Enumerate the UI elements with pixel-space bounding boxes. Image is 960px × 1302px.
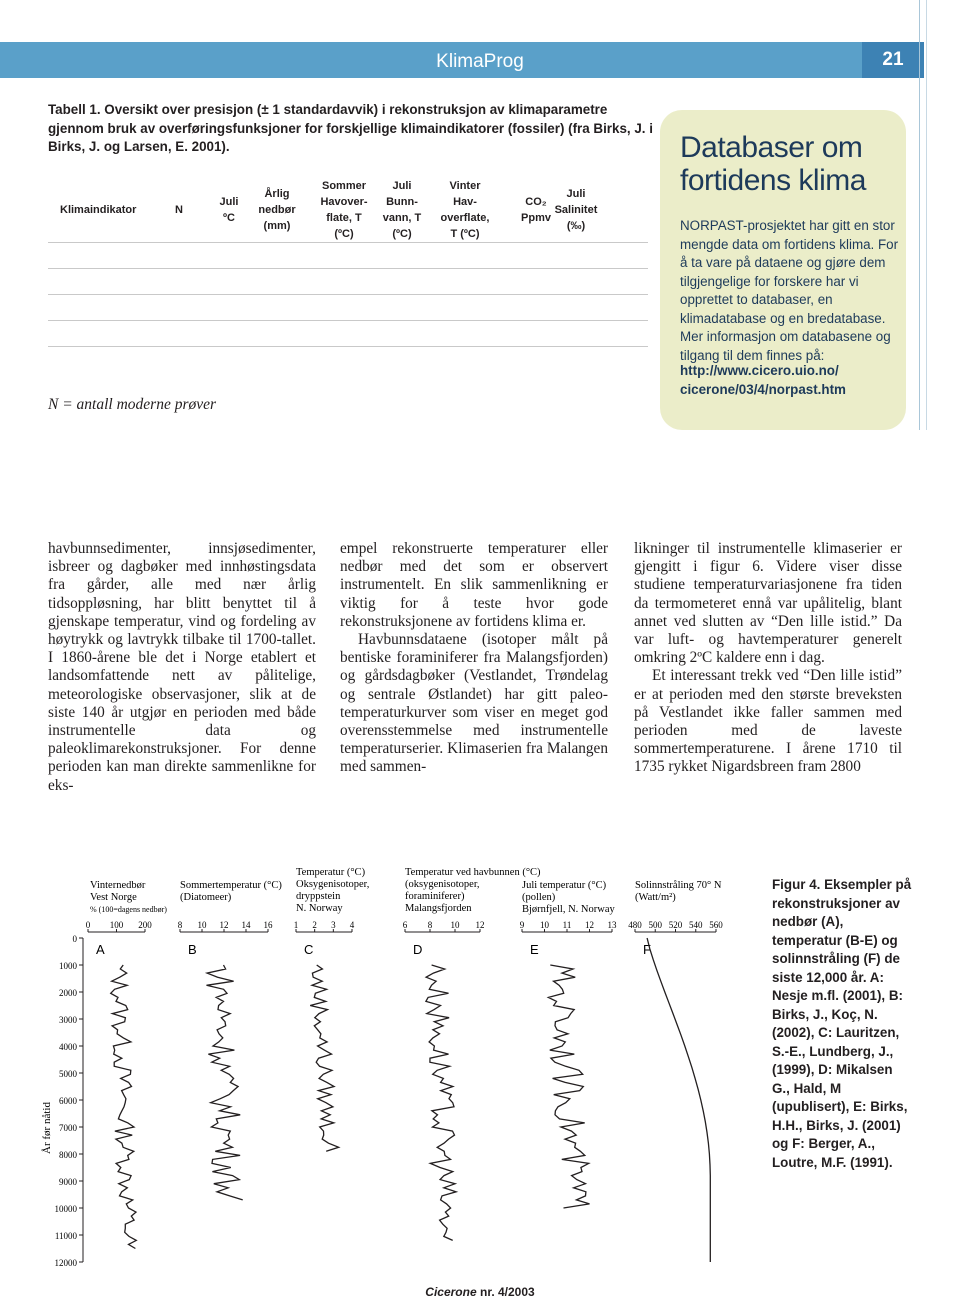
table-header: Årlig — [264, 188, 290, 200]
panel-curve — [647, 938, 710, 1262]
table-header: Klimaindikator — [60, 204, 137, 216]
panel-curve — [207, 965, 243, 1200]
panel-title: Oksygenisotoper, — [296, 879, 370, 890]
table-header: (mm) — [263, 220, 291, 232]
x-tick-label: 4 — [349, 920, 355, 930]
table-header: (ºC) — [392, 228, 412, 240]
panel-curve — [310, 965, 339, 1151]
y-tick-label: 1000 — [59, 961, 77, 971]
table-rule — [48, 346, 648, 347]
panel-title: Malangsfjorden — [405, 903, 472, 914]
x-tick-label: 560 — [709, 920, 723, 930]
article-column-1: havbunnsedimenter, innsjøsedimenter, isbreer og dagbøker med innhøstingsdata fra gårder, alle med nær årlig tidsoppløsning, har blitt benyttet til å gjenskape temperatur, vind og fordeling av høytrykk og lavtrykk tilbake til 1700-tallet. I 1860-årene ble det i Norge etablert et landsomfattende nett av pålitelige, meteorologiske observasjoner, slik at de siste 140 år utgjør en perioden med både instrumentelle data og paleoklimarekonstruksjoner. For denne perioden kan man direkte sammenlikne for eks- — [48, 540, 316, 794]
table-header: ºC — [223, 212, 235, 224]
info-link[interactable]: http://www.cicero.uio.no/ — [680, 363, 839, 378]
table-header: Ppmv — [521, 212, 551, 224]
y-tick-label: 0 — [72, 934, 77, 944]
x-tick-label: 14 — [241, 920, 251, 930]
table-header: Sommer — [321, 180, 367, 192]
panel-title: % (100=dagens nedbør) — [90, 905, 167, 914]
x-tick-label: 9 — [519, 920, 525, 930]
table-rule — [48, 268, 648, 269]
x-tick-label: 1 — [293, 920, 299, 930]
footer: Cicerone nr. 4/2003 — [425, 1285, 535, 1299]
x-tick-label: 12 — [475, 920, 485, 930]
margin-rule — [919, 0, 920, 430]
table-header: Salinitet — [554, 204, 598, 216]
x-tick-label: 6 — [402, 920, 408, 930]
panel-title: Vest Norge — [90, 892, 137, 903]
x-tick-label: 12 — [219, 920, 229, 930]
x-tick-label: 2 — [312, 920, 317, 930]
table-rule — [48, 320, 648, 321]
figure-caption: Figur 4. Eksempler på rekonstruksjoner av nedbør (A), temperatur (B-E) og solinnstråling (F) de siste 12,000 år. A: Nesje m.fl. (2001), B: Birks, J., Koç, N. (2002), C: Lauritzen, S.-E., Lundberg, J., (1999), D: Mikalsen G., Hald, M (upublisert), E: Birks, H.H., Birks, J. (2001) og F: Berger, A., Loutre, M.F. (1991). — [772, 877, 912, 1170]
panel-letter: C — [304, 942, 314, 957]
panel-title: Temperatur (°C) — [296, 867, 366, 878]
panel-title: Juli temperatur (°C) — [522, 880, 607, 891]
x-tick-label: 10 — [540, 920, 549, 930]
panel-letter: F — [643, 942, 651, 957]
table-header: Juli — [219, 196, 239, 208]
x-tick-label: 0 — [85, 920, 91, 930]
panel-title: dryppstein — [296, 891, 341, 902]
table-header: flate, T — [326, 212, 362, 224]
table-rule — [48, 242, 648, 243]
page-number: 21 — [862, 42, 924, 78]
x-tick-label: 10 — [197, 920, 207, 930]
margin-rule — [926, 0, 927, 430]
table-header: Juli — [566, 188, 586, 200]
x-tick-label: 520 — [668, 920, 683, 930]
table-header: Hav- — [453, 196, 477, 208]
panel-title: (Watt/m²) — [635, 892, 676, 903]
x-tick-label: 10 — [450, 920, 460, 930]
table-header: T (ºC) — [450, 228, 480, 240]
article-column-2: empel rekonstruerte temperaturer eller nedbør med det som er observert instrumentelt. En slik sammenlikning er viktig for å teste hvor gode rekonstruksjonene av fortidens klima er. Havbunnsdataene (isotoper målt på bentiske foraminiferer fra Malangsfjorden) og gårdsdagbøker (Vestlandet, Trøndelag og sentrale Østlandet) har gitt paleo-temperaturkurver som viser en meget god overensstemmelse med instrumentelle temperaturserier. Klimaserien fra Malangen med sammen- — [340, 540, 608, 776]
panel-title: (oksygenisotoper, — [405, 879, 480, 890]
panel-curve — [426, 965, 456, 1240]
table-header: Juli — [392, 180, 412, 192]
table-header: Havover- — [320, 196, 368, 208]
y-tick-label: 4000 — [59, 1042, 77, 1052]
info-box-title: Databaser om fortidens klima — [680, 131, 866, 197]
x-tick-label: 200 — [138, 920, 152, 930]
panel-title: Bjørnfjell, N. Norway — [522, 904, 615, 915]
y-tick-label: 12000 — [54, 1258, 77, 1268]
table-note: N = antall moderne prøver — [48, 396, 217, 413]
x-tick-label: 500 — [648, 920, 662, 930]
panel-title: (Diatomeer) — [180, 892, 232, 903]
y-tick-label: 5000 — [59, 1069, 77, 1079]
panel-letter: E — [530, 942, 539, 957]
running-title: KlimaProg — [436, 51, 524, 72]
x-tick-label: 8 — [177, 920, 183, 930]
table-header: vann, T — [382, 212, 422, 224]
x-tick-label: 12 — [585, 920, 594, 930]
panel-title: foraminiferer) — [405, 891, 465, 902]
panel-title: Solinnstråling 70° N — [635, 880, 722, 891]
table-header: nedbør — [258, 204, 296, 216]
y-tick-label: 2000 — [59, 988, 77, 998]
y-tick-label: 3000 — [59, 1015, 77, 1025]
panel-title: N. Norway — [296, 903, 343, 914]
panel-letter: B — [188, 942, 197, 957]
y-tick-label: 6000 — [59, 1096, 77, 1106]
x-tick-label: 11 — [562, 920, 572, 930]
x-tick-label: 16 — [263, 920, 273, 930]
table-header: N — [175, 204, 183, 216]
y-axis-label: År før nåtid — [41, 1102, 53, 1154]
article-column-3: likninger til instrumentelle klimaserier er gjengitt i figur 6. Videre viser disse studiene temperaturvariasjonene fra tiden da termometeret ennå var upålitelig, blant annet ved slutten av “Den lille istid.” Da var luft- og havtemperaturer generelt omkring 2ºC kaldere enn i dag. Et interessant trekk ved “Den lille istid” er at perioden med den største breveksten på Vestlandet ikke faller sammen med perioden med de laveste sommertemperaturene. I årene 1710 til 1735 rykket Nigardsbreen fram 2800 — [634, 540, 902, 776]
panel-letter: A — [96, 942, 105, 957]
table-caption: Tabell 1. Oversikt over presisjon (± 1 standardavvik) i rekonstruksjon av klimaparametre gjennom bruk av overføringsfunksjoner for forskjellige klimaindikatorer (fossiler) (fra Birks, J. i Birks, J. og Larsen, E. 2001). — [48, 102, 653, 154]
panel-title: (pollen) — [522, 892, 556, 903]
x-tick-label: 8 — [427, 920, 433, 930]
x-tick-label: 13 — [607, 920, 617, 930]
table-header: Bunn- — [386, 196, 418, 208]
table-header: Vinter — [449, 180, 481, 192]
x-tick-label: 480 — [628, 920, 642, 930]
y-tick-label: 7000 — [59, 1123, 77, 1133]
x-tick-label: 3 — [331, 920, 336, 930]
table-header: CO₂ — [525, 196, 547, 208]
table-header: overflate, — [440, 212, 490, 224]
table-header: (‰) — [566, 220, 586, 232]
panel-title: Vinternedbør — [90, 880, 146, 891]
y-tick-label: 10000 — [54, 1204, 77, 1214]
table-rule — [48, 294, 648, 295]
info-box-body: NORPAST-prosjektet har gitt en stor mengde data om fortidens klima. For å ta vare på dataene og gjøre dem tilgjengelige for forskere har vi opprettet to databaser, en klimadatabase og en bredatabase. Mer informasjon om databasene og tilgang til dem finnes på: — [680, 218, 899, 363]
y-tick-label: 11000 — [54, 1231, 77, 1241]
y-tick-label: 8000 — [59, 1150, 77, 1160]
proxy-figure — [40, 862, 740, 1272]
y-tick-label: 9000 — [59, 1177, 77, 1187]
panel-title: Temperatur ved havbunnen (°C) — [405, 867, 541, 878]
x-tick-label: 540 — [689, 920, 703, 930]
panel-letter: D — [413, 942, 423, 957]
x-tick-label: 100 — [109, 920, 124, 930]
table-header: (ºC) — [334, 228, 354, 240]
panel-curve — [548, 965, 589, 1208]
panel-curve — [111, 965, 137, 1249]
info-link[interactable]: cicerone/03/4/norpast.htm — [680, 382, 846, 397]
panel-title: Sommertemperatur (°C) — [180, 880, 282, 891]
